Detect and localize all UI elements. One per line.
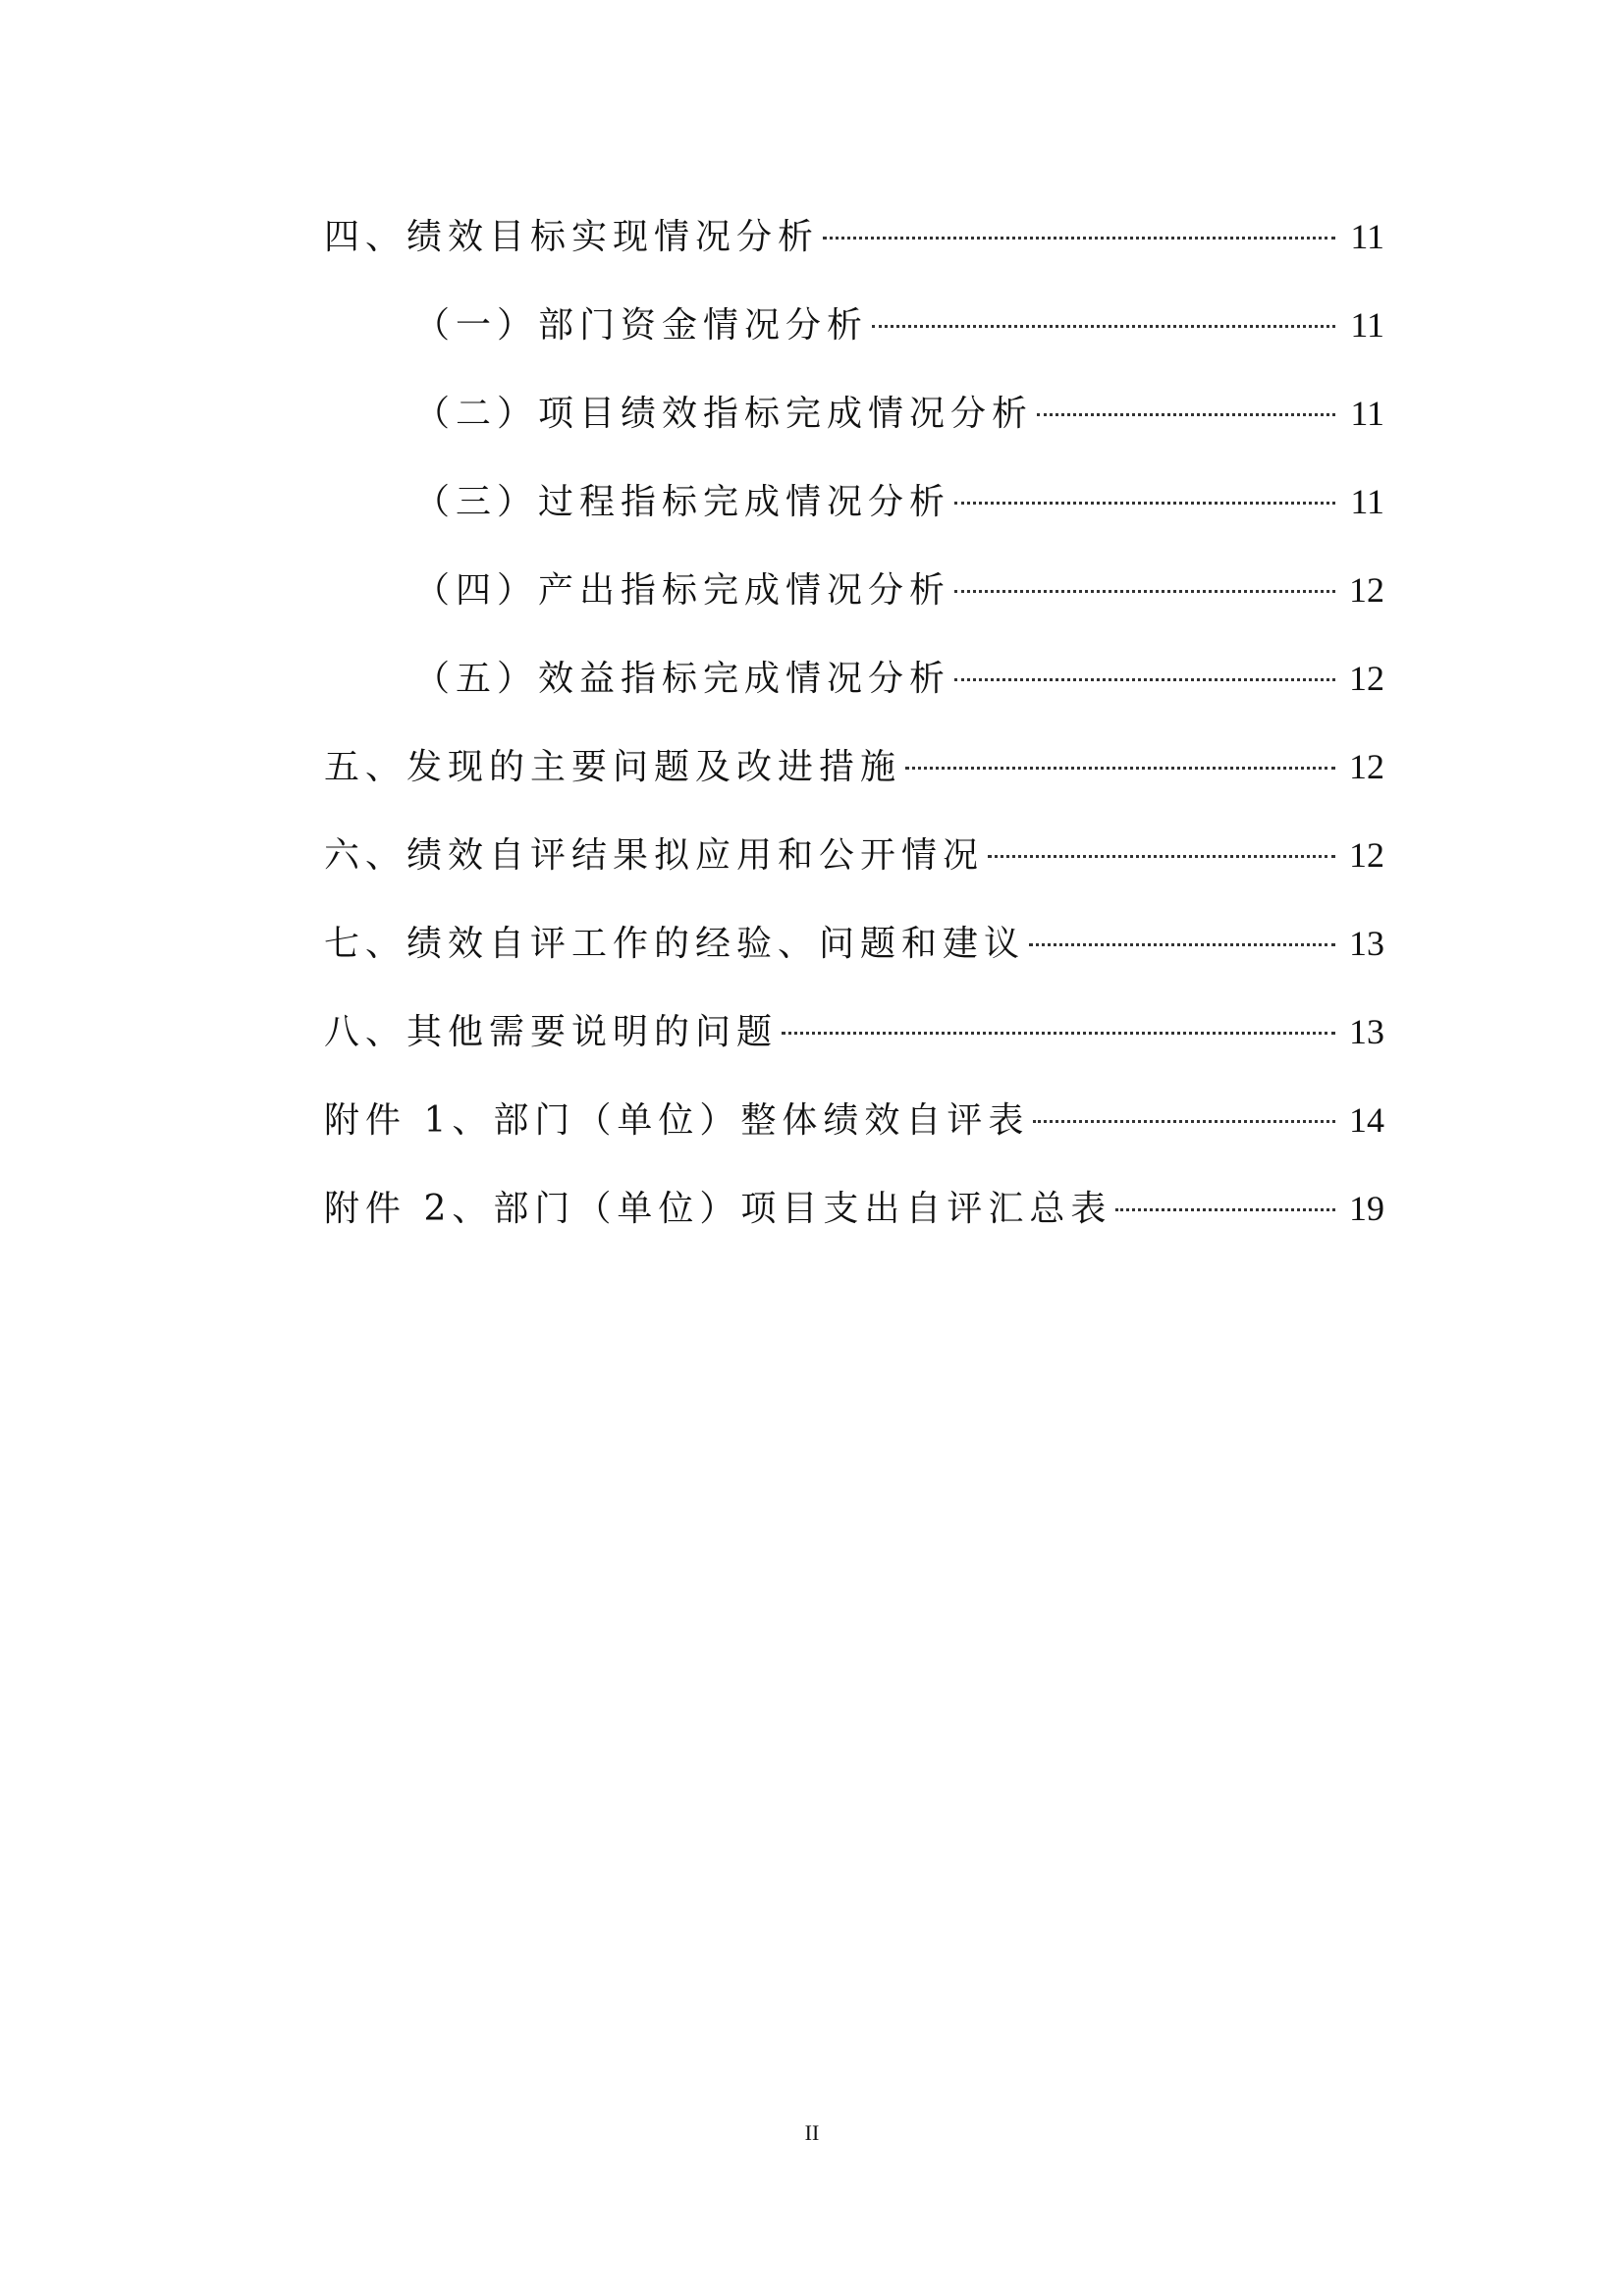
toc-entry-title: （三）过程指标完成情况分析 (414, 482, 951, 522)
toc-entry-section-4-5[interactable] (324, 634, 1384, 722)
toc-entry-appendix-2[interactable] (324, 1164, 1384, 1253)
toc-entry-page: 11 (1350, 394, 1384, 433)
toc-entry-page: 13 (1349, 1012, 1384, 1051)
toc-entry-section-4[interactable] (324, 192, 1384, 281)
toc-entry-page: 12 (1349, 835, 1384, 875)
toc-entry-appendix-1[interactable] (324, 1076, 1384, 1164)
toc-dot-leader (988, 855, 1335, 858)
toc-dot-leader (954, 502, 1335, 505)
toc-dot-leader (954, 678, 1335, 681)
table-of-contents (324, 192, 1384, 1253)
toc-entry-title: （二）项目绩效指标完成情况分析 (414, 394, 1034, 434)
toc-entry-page: 12 (1349, 659, 1384, 698)
toc-entry-title: 四、绩效目标实现情况分析 (324, 217, 820, 257)
toc-dot-leader (954, 590, 1335, 593)
toc-entry-section-4-1[interactable] (324, 281, 1384, 369)
toc-entry-section-8[interactable] (324, 988, 1384, 1076)
toc-entry-section-4-2[interactable] (324, 369, 1384, 457)
toc-entry-page: 11 (1350, 305, 1384, 345)
toc-dot-leader (1029, 943, 1335, 946)
toc-entry-page: 11 (1350, 482, 1384, 521)
toc-entry-section-4-3[interactable] (324, 457, 1384, 546)
toc-entry-page: 13 (1349, 924, 1384, 963)
page-number: II (804, 2120, 820, 2145)
toc-entry-page: 12 (1349, 747, 1384, 786)
toc-entry-title: 五、发现的主要问题及改进措施 (324, 747, 902, 787)
toc-entry-title: 附件 1、部门（单位）整体绩效自评表 (324, 1100, 1030, 1141)
toc-entry-section-5[interactable] (324, 722, 1384, 811)
toc-entry-section-7[interactable] (324, 899, 1384, 988)
toc-entry-page: 14 (1349, 1100, 1384, 1140)
toc-entry-title: 附件 2、部门（单位）项目支出自评汇总表 (324, 1189, 1112, 1229)
toc-entry-title: 六、绩效自评结果拟应用和公开情况 (324, 835, 985, 876)
toc-dot-leader (872, 325, 1335, 328)
toc-entry-title: （四）产出指标完成情况分析 (414, 570, 951, 611)
toc-dot-leader (1037, 413, 1335, 416)
toc-dot-leader (823, 237, 1335, 240)
toc-dot-leader (782, 1032, 1335, 1035)
toc-entry-title: （一）部门资金情况分析 (414, 305, 869, 346)
toc-dot-leader (1115, 1208, 1335, 1211)
toc-entry-section-4-4[interactable] (324, 546, 1384, 634)
toc-dot-leader (1033, 1120, 1335, 1123)
toc-entry-title: 八、其他需要说明的问题 (324, 1012, 779, 1052)
toc-entry-section-6[interactable] (324, 811, 1384, 899)
toc-entry-page: 12 (1349, 570, 1384, 610)
toc-dot-leader (905, 767, 1335, 770)
toc-entry-page: 11 (1350, 217, 1384, 256)
toc-entry-title: （五）效益指标完成情况分析 (414, 659, 951, 699)
toc-entry-page: 19 (1349, 1189, 1384, 1228)
toc-entry-title: 七、绩效自评工作的经验、问题和建议 (324, 924, 1026, 964)
